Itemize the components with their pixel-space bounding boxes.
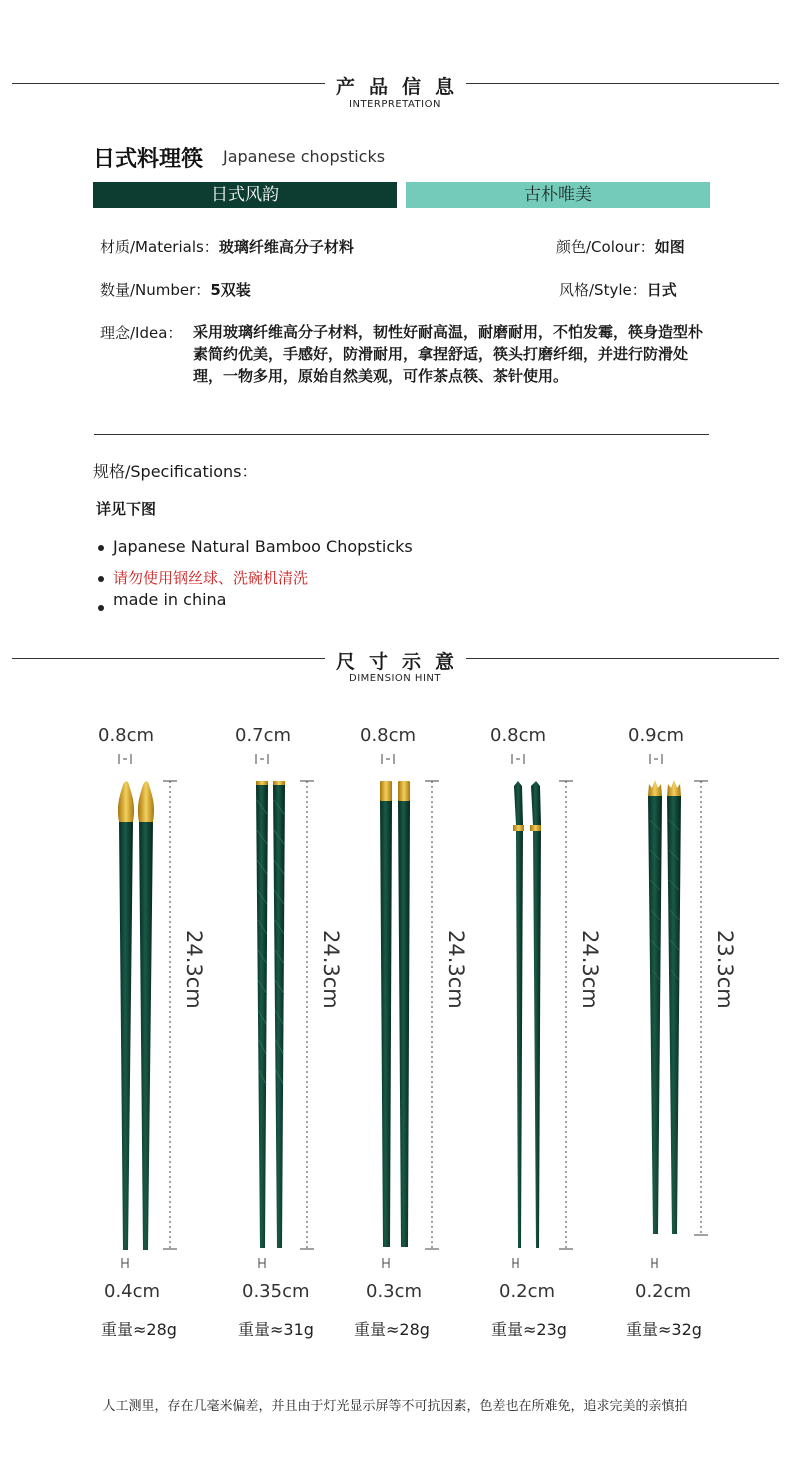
- chopstick-pair-1: [118, 781, 154, 1250]
- colour-value: 如图: [654, 238, 685, 256]
- top-width-5: 0.9cm: [628, 725, 685, 746]
- bullet-item-1: [98, 537, 413, 556]
- bottom-width-5: 0.2cm: [635, 1281, 692, 1302]
- bullet-item-2: [98, 567, 308, 588]
- bullet-dot-icon: [98, 545, 104, 551]
- chopstick-pair-3: [380, 781, 410, 1247]
- weight-1: 重量≈28g: [101, 1320, 177, 1339]
- footer-disclaimer: 人工测里，存在几毫米偏差，并且由于灯光显示屏等不可抗因素，色差也在所难免，追求完美的亲慎拍: [102, 1399, 688, 1414]
- bullet-item-3: [98, 590, 226, 611]
- style-label: 风格/Style：: [559, 281, 647, 299]
- weight-3: 重量≈28g: [354, 1320, 430, 1339]
- section1-title: 产品信息: [335, 76, 468, 98]
- length-markers: [163, 781, 708, 1249]
- bullet-text-1: Japanese Natural Bamboo Chopsticks: [113, 537, 413, 556]
- idea-label: 理念/Idea：: [100, 324, 183, 342]
- material-value: 玻璃纤维高分子材料: [218, 238, 354, 256]
- number-row: [100, 279, 251, 300]
- bullet-text-3: made in china: [113, 590, 227, 609]
- bottom-width-4: 0.2cm: [499, 1281, 556, 1302]
- product-title-en: Japanese chopsticks: [223, 147, 386, 166]
- weight-2: 重量≈31g: [238, 1320, 314, 1339]
- top-width-4: 0.8cm: [490, 725, 547, 746]
- style-value: 日式: [646, 281, 677, 299]
- section1-subtitle: INTERPRETATION: [349, 99, 441, 110]
- bullet-dot-icon: [98, 605, 104, 611]
- material-row: [100, 236, 354, 257]
- bottom-width-2: 0.35cm: [242, 1281, 310, 1302]
- divider: [94, 434, 709, 435]
- top-width-3: 0.8cm: [360, 725, 417, 746]
- spec-label: 规格/Specifications：: [93, 462, 258, 481]
- length-label-3: 24.3cm: [444, 930, 468, 1009]
- length-label-1: 24.3cm: [182, 930, 206, 1009]
- top-width-2: 0.7cm: [235, 725, 292, 746]
- bullet-dot-icon: [98, 576, 104, 582]
- top-width-1: 0.8cm: [98, 725, 155, 746]
- idea-text: 采用玻璃纤维高分子材料，韧性好耐高温，耐磨耐用，不怕发霉，筷身造型朴素简约优美，手感好，防滑耐用，拿捏舒适，筷头打磨纤细，并进行防滑处理，一物多用，原始自然美观，可作茶点筷、茶针使用。: [193, 323, 704, 385]
- style-row: [559, 279, 677, 300]
- chopstick-pair-4: [513, 781, 541, 1248]
- number-label: 数量/Number：: [100, 281, 211, 299]
- spec-detail: 详见下图: [96, 500, 157, 518]
- colour-row: [556, 236, 685, 257]
- weight-5: 重量≈32g: [626, 1320, 702, 1339]
- bottom-width-1: 0.4cm: [104, 1281, 161, 1302]
- band-left: 日式风韵: [93, 182, 397, 208]
- band-right: 古朴唯美: [406, 182, 710, 208]
- colour-label: 颜色/Colour：: [556, 238, 655, 256]
- weight-4: 重量≈23g: [491, 1320, 567, 1339]
- material-label: 材质/Materials：: [100, 238, 219, 256]
- length-label-4: 24.3cm: [578, 930, 602, 1009]
- length-label-5: 23.3cm: [713, 930, 737, 1009]
- product-title: 日式料理筷: [93, 147, 204, 172]
- chopsticks-illustration: [0, 740, 790, 1280]
- bullet-text-2: 请勿使用钢丝球、洗碗机清洗: [113, 569, 309, 587]
- chopstick-pair-2: [256, 781, 285, 1248]
- length-label-2: 24.3cm: [319, 930, 343, 1009]
- section2-subtitle: DIMENSION HINT: [349, 673, 441, 684]
- chopstick-pair-5: [648, 780, 681, 1234]
- number-value: 5双装: [210, 281, 251, 299]
- section2-title: 尺寸示意: [335, 651, 468, 673]
- bottom-width-3: 0.3cm: [366, 1281, 423, 1302]
